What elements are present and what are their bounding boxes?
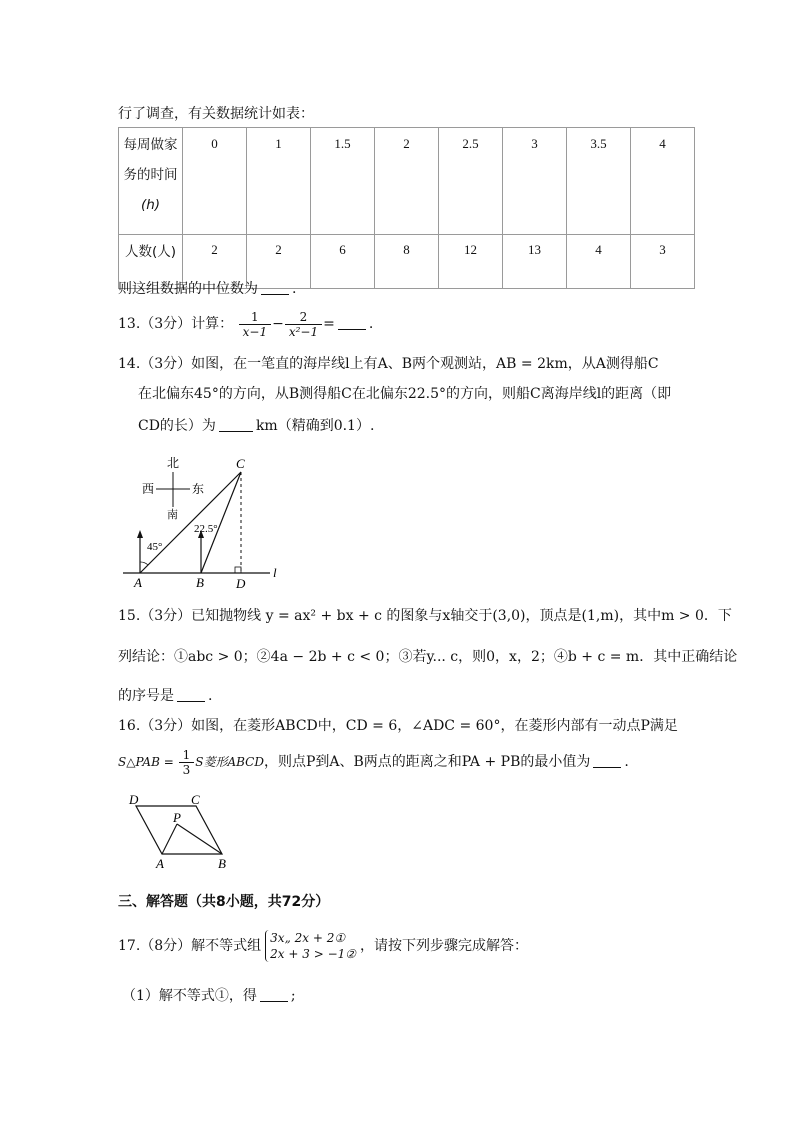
intro-text: 行了调查，有关数据统计如表： — [118, 106, 314, 122]
answer-blank[interactable] — [177, 687, 205, 702]
table-cell: 2.5 — [439, 128, 503, 235]
answer-blank[interactable] — [219, 417, 253, 432]
question-15-line-1: 15.（3分）已知抛物线 y = ax² + bx + c 的图象与x轴交于(3,0)，顶点是(1,m)，其中m > 0．下 — [118, 608, 732, 624]
angle-label-b: 22.5° — [194, 523, 218, 535]
answer-blank[interactable] — [260, 987, 288, 1002]
table-cell: 1 — [247, 128, 311, 235]
fraction: $\frac{1}{x-1}$ — [239, 310, 271, 339]
table-cell: 2 — [183, 235, 247, 289]
table-cell: 1.5 — [311, 128, 375, 235]
table-cell: 2 — [375, 128, 439, 235]
table-header-people: 人数(人) — [119, 235, 183, 289]
point-a-label: A — [134, 575, 142, 590]
angle-arc-a — [140, 562, 148, 565]
question-14-line-1: 14.（3分）如图，在一笔直的海岸线l上有A、B两个观测站，AB = 2km，从A测得船C — [118, 356, 659, 372]
inequality-system: 3x„ 2x + 2① 2x + 3 > −1② — [265, 930, 356, 962]
question-15-line-2: 列结论：①abc > 0；②4a − 2b + c < 0；③若y... c，则0，x，2；④b + c = m．其中正确结论 — [118, 649, 738, 665]
table-cell: 3 — [503, 128, 567, 235]
segment-pa — [162, 824, 177, 854]
point-c-label: C — [236, 456, 245, 471]
table-cell: 6 — [311, 235, 375, 289]
question-17-step-1: （1）解不等式①，得 ; — [122, 988, 296, 1004]
compass-west: 西 — [142, 482, 155, 496]
table-cell: 3.5 — [567, 128, 631, 235]
point-d-label: D — [236, 576, 246, 591]
table-cell: 4 — [631, 128, 695, 235]
question-15-line-3: 的序号是 . — [118, 688, 213, 704]
table-row — [119, 128, 695, 235]
table-cell: 12 — [439, 235, 503, 289]
table-header-hours: 每周做家 务的时间 (h) — [119, 128, 183, 235]
point-d-label: D — [129, 792, 139, 807]
compass-east: 东 — [192, 482, 205, 496]
question-17: 17.（8分）解不等式组 3x„ 2x + 2① 2x + 3 > −1② ，请按下列步骤完成解答： — [118, 931, 529, 961]
question-14-line-2: 在北偏东45°的方向，从B测得船C在北偏东22.5°的方向，则船C离海岸线l的距离（即 — [138, 386, 672, 402]
point-a-label: A — [156, 856, 164, 870]
point-b-label: B — [218, 856, 226, 870]
answer-blank[interactable] — [261, 280, 289, 295]
angle-label-a: 45° — [147, 541, 163, 553]
table-cell: 13 — [503, 235, 567, 289]
segment-pb — [177, 824, 222, 854]
answer-blank[interactable] — [338, 315, 366, 330]
fraction: $\frac{2}{\text{x²−1}}$ — [285, 310, 322, 339]
compass-south: 南 — [167, 509, 178, 521]
coastline-figure — [118, 452, 298, 592]
segment-ac — [140, 472, 241, 573]
point-b-label: B — [196, 575, 204, 590]
right-angle-mark — [235, 567, 241, 573]
question-16-line-2: S△PAB = $\frac{1}{3}$ S菱形ABCD，则点P到A、B两点的距离之和PA + PB的最小值为 . — [118, 747, 629, 777]
question-14-line-3: CD的长）为 km（精确到0.1）. — [138, 418, 375, 434]
section-heading: 三、解答题（共8小题，共72分） — [118, 894, 330, 910]
point-c-label: C — [191, 792, 200, 807]
table-cell: 8 — [375, 235, 439, 289]
point-p-label: P — [173, 810, 181, 825]
question-13: 13.（3分）计算： $\frac{1}{x-1}$ − $\frac{2}{\text{x²−1}}$ = . — [118, 309, 374, 339]
answer-blank[interactable] — [593, 753, 621, 768]
data-table — [118, 127, 695, 289]
table-cell: 2 — [247, 235, 311, 289]
line-l-label: l — [273, 565, 277, 580]
table-cell: 0 — [183, 128, 247, 235]
rhombus-figure — [122, 790, 242, 870]
compass-north: 北 — [167, 456, 180, 470]
table-cell: 4 — [567, 235, 631, 289]
table-cell: 3 — [631, 235, 695, 289]
q12-answer-line: 则这组数据的中位数为 . — [118, 281, 297, 297]
question-16-line-1: 16.（3分）如图，在菱形ABCD中，CD = 6，∠ADC = 60°，在菱形内部有一动点P满足 — [118, 718, 678, 734]
arrow-head-icon — [137, 530, 143, 538]
fraction: $\frac{1}{3}$ — [179, 748, 195, 777]
